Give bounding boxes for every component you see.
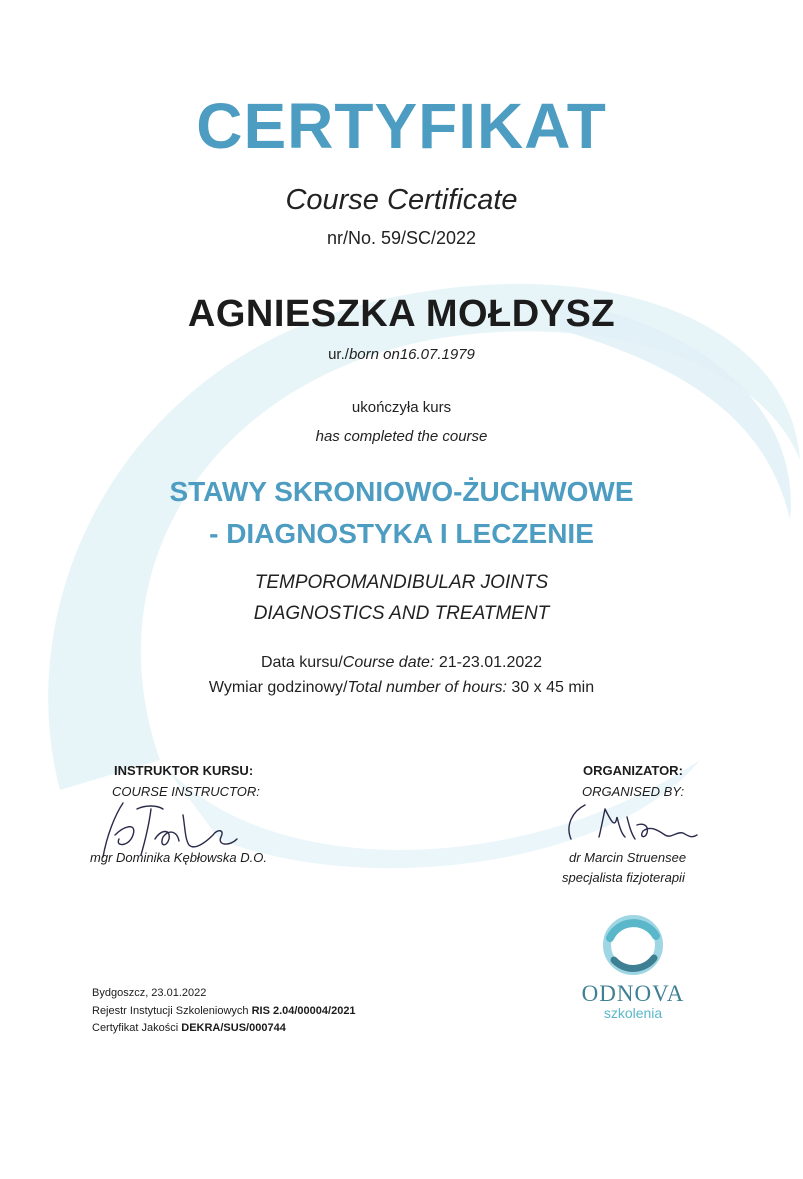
- quality-label: Certyfikat Jakości: [92, 1022, 179, 1034]
- logo-name: ODNOVA: [581, 981, 685, 1006]
- course-title-en-line2: DIAGNOSTICS AND TREATMENT: [253, 603, 550, 624]
- course-date-label-en: Course date:: [342, 654, 435, 671]
- course-title-en-line1: TEMPOROMANDIBULAR JOINTS: [254, 572, 549, 593]
- odnova-logo-icon: [598, 910, 668, 980]
- course-title-pl-line2: - DIAGNOSTYKA I LECZENIE: [209, 518, 594, 549]
- organizer-signature: [555, 795, 715, 855]
- course-hours-label-pl: Wymiar godzinowy/: [208, 679, 348, 696]
- footer-quality: [92, 1021, 286, 1036]
- birth-date-line: [0, 345, 803, 365]
- logo-subtitle: szkolenia: [603, 1005, 663, 1021]
- instructor-heading: INSTRUKTOR KURSU:: [114, 763, 254, 778]
- instructor-subheading: COURSE INSTRUCTOR:: [112, 784, 260, 799]
- course-date-value: 21-23.01.2022: [438, 654, 543, 671]
- organizer-name: dr Marcin Struensee: [569, 850, 687, 865]
- quality-value: DEKRA/SUS/000744: [181, 1022, 286, 1034]
- course-hours-value: 30 x 45 min: [511, 679, 595, 696]
- footer-registry: [92, 1004, 356, 1019]
- course-hours-line: [0, 677, 803, 699]
- organizer-heading: ORGANIZATOR:: [583, 763, 683, 778]
- registry-label: Rejestr Instytucji Szkoleniowych: [92, 1005, 249, 1017]
- certificate-number: nr/No. 59/SC/2022: [326, 228, 477, 248]
- course-title-pl-line1: STAWY SKRONIOWO-ŻUCHWOWE: [169, 476, 634, 507]
- completed-text-en: has completed the course: [315, 428, 488, 445]
- course-date-label-pl: Data kursu/: [260, 654, 343, 671]
- born-prefix: ur./: [328, 346, 349, 363]
- completed-text-pl: ukończyła kurs: [351, 399, 452, 416]
- registry-value: RIS 2.04/00004/2021: [251, 1005, 356, 1017]
- recipient-name: AGNIESZKA MOŁDYSZ: [187, 293, 616, 335]
- certificate-title: CERTYFIKAT: [196, 90, 607, 162]
- organizer-title: specjalista fizjoterapii: [562, 870, 685, 885]
- footer-place-date: Bydgoszcz, 23.01.2022: [92, 987, 207, 999]
- born-label: born on: [348, 346, 400, 363]
- instructor-name: mgr Dominika Kębłowska D.O.: [90, 850, 267, 865]
- course-hours-label-en: Total number of hours:: [347, 679, 507, 696]
- course-date-line: [0, 652, 803, 674]
- organizer-subheading: ORGANISED BY:: [582, 784, 685, 799]
- born-date: 16.07.1979: [399, 346, 475, 363]
- certificate-subtitle: Course Certificate: [285, 184, 518, 216]
